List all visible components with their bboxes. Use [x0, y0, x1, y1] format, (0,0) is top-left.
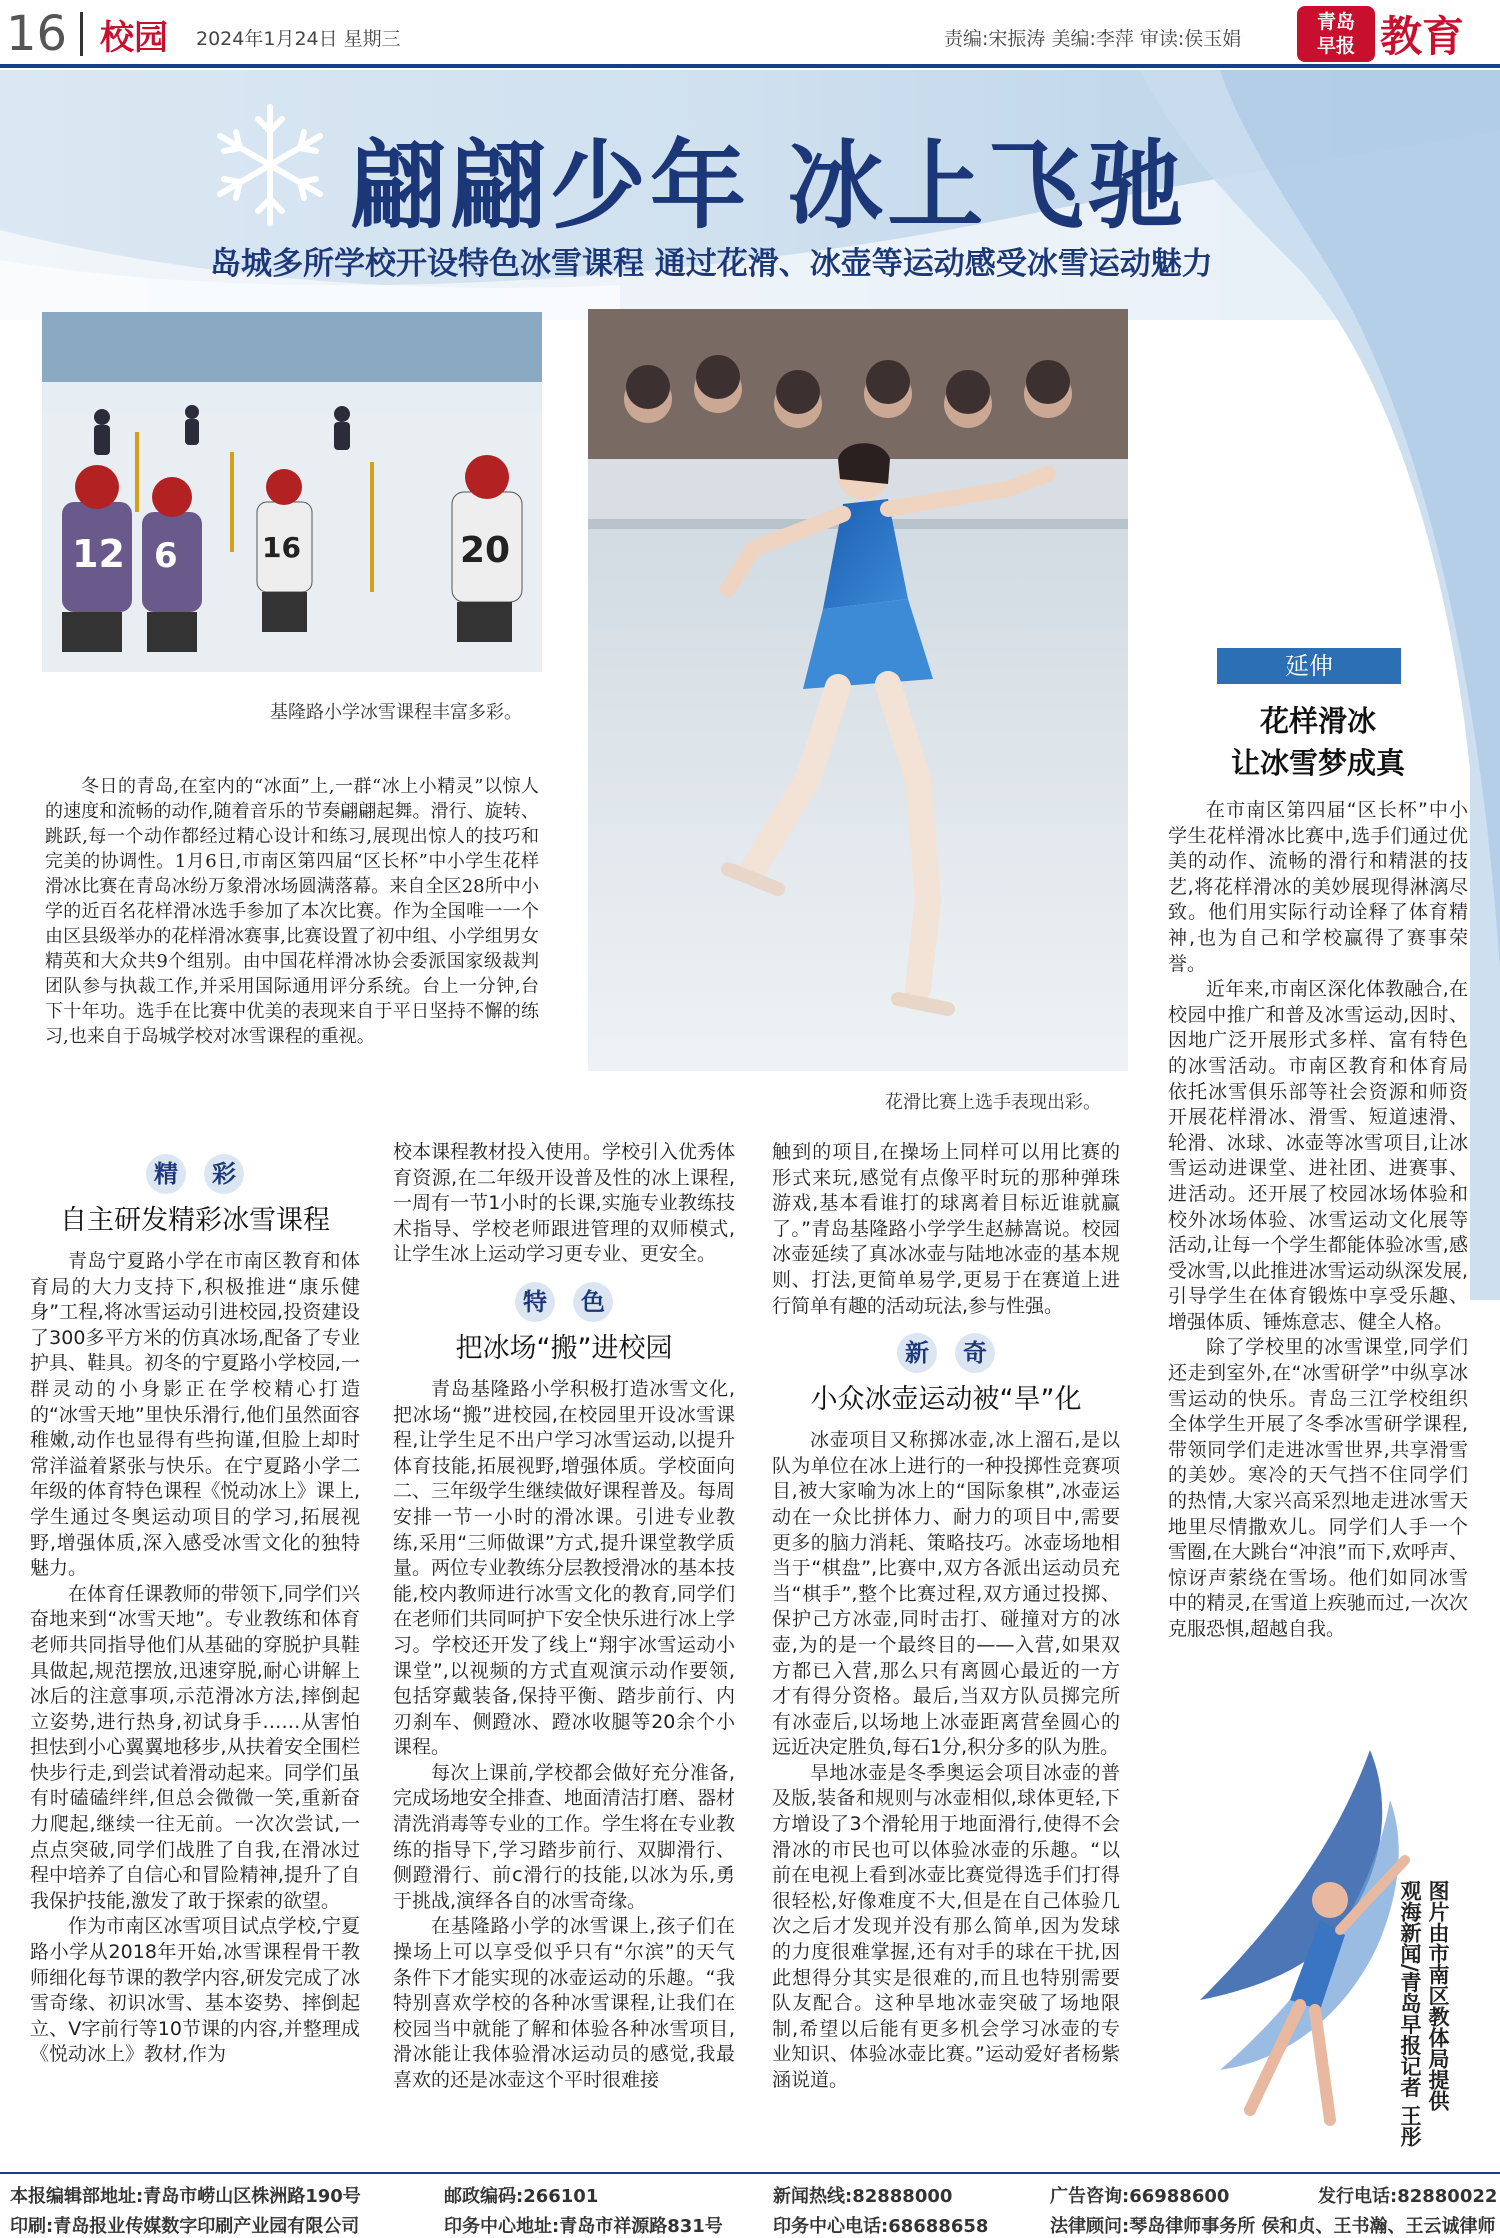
photo-credit-line2: 观海新闻/青岛早报记者 王彤: [1398, 1880, 1422, 2147]
extension-body: [1168, 798, 1468, 1643]
tag-char: 精: [146, 1154, 186, 1194]
jersey-number-20: 20: [460, 530, 511, 571]
page-number: 16: [6, 6, 68, 62]
column-continuation: [772, 1140, 1120, 1319]
jersey-number-16: 16: [262, 531, 301, 564]
edition-name: 教育: [1380, 12, 1465, 61]
body-paragraph: 在市南区第四届“区长杯”中小学生花样滑冰比赛中,选手们通过优美的动作、流畅的滑行和精湛的技艺,将花样滑冰的美妙展现得淋漓尽致。他们用实际行动诠释了体育精神,也为自己和学校赢得了赛事荣誉。: [1168, 799, 1468, 975]
section-heading: 小众冰壶运动被“旱”化: [810, 1384, 1082, 1416]
tag-char: 新: [897, 1333, 937, 1373]
section-body: [772, 1428, 1120, 2093]
extension-heading-line2: 让冰雪梦成真: [1230, 746, 1405, 780]
headline-subtitle: 岛城多所学校开设特色冰雪课程 通过花滑、冰壶等运动感受冰雪运动魅力: [210, 246, 1213, 282]
snowflake-icon: [205, 100, 335, 230]
section-tag: [393, 1282, 735, 1322]
body-paragraph: 冰壶项目又称掷冰壶,冰上溜石,是以队为单位在冰上进行的一种投掷性竞赛项目,被大家喻为冰上的“国际象棋”,冰壶运动在一众比拼体力、耐力的项目中,需要更多的脑力消耗、策略技巧。冰壶场地相当于“棋盘”,比赛中,双方各派出运动员充当“棋手”,整个比赛过程,双方通过投掷、保护己方冰壶,同时击打、碰撞对方的冰壶,为的是一个最终目的——入营,如果双方都已入营,那么只有离圆心最近的一方才有得分资格。最后,当双方队员掷完所有冰壶后,以场地上冰壶距离营垒圆心的远近决定胜负,每石1分,积分多的队为胜。: [772, 1429, 1120, 1759]
footer-ad-phone: 广告咨询:66988600: [1050, 2186, 1230, 2207]
extension-label: 延伸: [1217, 648, 1401, 684]
extension-heading-line1: 花样滑冰: [1259, 704, 1376, 738]
body-paragraph: 青岛基隆路小学积极打造冰雪文化,把冰场“搬”进校园,在校园里开设冰雪课程,让学生足不出户学习冰雪运动,以提升体育技能,拓展视野,增强体质。学校面向二、三年级学生继续做好课程普及。每周安排一节一小时的滑冰课。引进专业教练,采用“三师做课”方式,提升课堂教学质量。两位专业教练分层教授滑冰的基本技能,校内教师进行冰雪文化的教育,同学们在老师们共同呵护下安全快乐进行冰上学习。学校还开发了线上“翔宇冰雪运动小课堂”,以视频的方式直观演示动作要领,包括穿戴装备,保持平衡、踏步前行、内刃刹车、侧蹬冰、蹬冰收腿等20余个小课程。: [393, 1377, 736, 1759]
column-3: [772, 1140, 1120, 2094]
skater-illustration: [1180, 1740, 1420, 2140]
footer-print-phone: 印务中心电话:68688658: [773, 2216, 989, 2237]
tag-char: 色: [573, 1282, 613, 1322]
body-paragraph: 在体育任课教师的带领下,同学们兴奋地来到“冰雪天地”。专业教练和体育老师共同指导他们从基础的穿脱护具鞋具做起,规范摆放,迅速穿脱,耐心讲解上冰后的注意事项,示范滑冰方法,摔倒起立姿势,进行热身,初试身手……从害怕担怯到小心翼翼地移步,从扶着安全围栏快步行走,到尝试着滑动起来。同学们虽有时磕磕绊绊,但总会微微一笑,重新奋力爬起,继续一往无前。一次次尝试,一点点突破,同学们战胜了自我,在滑冰过程中培养了自信心和冒险精神,提升了自我保护技能,激发了敢于探索的欲望。: [30, 1582, 360, 1912]
photo-ice-class: [42, 312, 542, 672]
footer-distribution-phone: 发行电话:82880022: [1318, 2186, 1498, 2207]
section-body: [393, 1377, 735, 2094]
footer-print-address: 印务中心地址:青岛市祥源路831号: [444, 2216, 723, 2237]
section-1: [30, 1154, 360, 2068]
column-2: [393, 1140, 735, 2094]
tag-char: 特: [515, 1282, 555, 1322]
body-paragraph: 触到的项目,在操场上同样可以用比赛的形式来玩,感觉有点像平时玩的那种弹珠游戏,基本看谁打的球离着目标近谁就赢了。”青岛基隆路小学学生赵赫嵩说。校园冰壶延续了真冰冰壶与陆地冰壶的基本规则、打法,更简单易学,更易于在赛道上进行简单有趣的活动玩法,参与性强。: [772, 1141, 1120, 1317]
body-paragraph: 在基隆路小学的冰雪课上,孩子们在操场上可以享受似乎只有“尔滨”的天气条件下才能实现的冰壶运动的乐趣。“我特别喜欢学校的各种冰雪课程,让我们在校园当中就能了解和体验各种冰雪项目,滑冰能让我体验滑冰运动员的感觉,我最喜欢的还是冰壶这个平时很难接: [393, 1915, 735, 2091]
section-tag: [30, 1154, 360, 1194]
logo-line2: 早报: [1316, 35, 1355, 57]
footer-editorial-address: 本报编辑部地址:青岛市崂山区株洲路190号: [10, 2186, 361, 2207]
section-name: 校园: [100, 18, 168, 58]
jersey-number-6: 6: [154, 536, 178, 576]
photo2-caption: 花滑比赛上选手表现出彩。: [885, 1092, 1101, 1113]
footer-news-hotline: 新闻热线:82888000: [773, 2186, 953, 2207]
body-paragraph: 作为市南区冰雪项目试点学校,宁夏路小学从2018年开始,冰雪课程骨干教师细化每节课的教学内容,研发完成了冰雪奇缘、初识冰雪、基本姿势、摔倒起立、V字前行等10节课的内容,并整理成《悦动冰上》教材,作为: [30, 1915, 360, 2066]
snowflake-icon: [1238, 445, 1388, 595]
issue-date: 2024年1月24日 星期三: [196, 28, 401, 50]
section-tag: [772, 1333, 1120, 1373]
footer-legal-counsel: 法律顾问:琴岛律师事务所 侯和贞、王书瀚、王云诚律师: [1050, 2216, 1496, 2237]
photo-figure-skater: [588, 309, 1128, 1071]
header-rule: [0, 64, 1500, 68]
body-paragraph: 近年来,市南区深化体教融合,在校园中推广和普及冰雪运动,因时、因地广泛开展形式多样、富有特色的冰雪活动。市南区教育和体育局依托冰雪俱乐部等社会资源和师资开展花样滑冰、滑雪、短道速滑、轮滑、冰球、冰壶等冰雪项目,让冰雪运动进课堂、进社团、进赛事、进活动。还开展了校园冰场体验和校外冰场体验、冰雪运动文化展等活动,让每一个学生都能体验冰雪,感受冰雪,以此推进冰雪运动纵深发展,引导学生在体育锻炼中享受乐趣、增强体质、锤炼意志、健全人格。: [1168, 978, 1468, 1333]
body-paragraph: 除了学校里的冰雪课堂,同学们还走到室外,在“冰雪研学”中纵享冰雪运动的快乐。青岛三江学校组织全体学生开展了冬季冰雪研学课程,带领同学们走进冰雪世界,共享滑雪的美妙。寒冷的天气挡不住同学们的热情,大家兴高采烈地走进冰雪天地里尽情撒欢儿。同学们人手一个雪圈,在大跳台“冲浪”而下,欢呼声、惊讶声萦绕在雪场。他们如同冰雪中的精灵,在雪道上疾驰而过,一次次克服恐惧,超越自我。: [1168, 1336, 1468, 1640]
section-heading: 把冰场“搬”进校园: [455, 1332, 673, 1364]
intro-text: [45, 774, 539, 1049]
photo-credit-line1: 图片由市南区教体局提供: [1426, 1880, 1450, 2111]
photo1-caption: 基隆路小学冰雪课程丰富多彩。: [270, 702, 522, 723]
tag-char: 奇: [955, 1333, 995, 1373]
header-divider: [80, 12, 83, 56]
column-continuation: [393, 1140, 735, 1268]
footer-postcode: 邮政编码:266101: [444, 2186, 599, 2207]
footer-printer: 印刷:青岛报业传媒数字印刷产业园有限公司: [10, 2216, 360, 2237]
headline-title: 翩翩少年 冰上飞驰: [350, 130, 1188, 242]
jersey-number-12: 12: [72, 532, 125, 576]
section-body: [30, 1249, 360, 2068]
extension-section: [1168, 700, 1468, 1643]
body-paragraph: 每次上课前,学校都会做好充分准备,完成场地安全排查、地面清洁打磨、器材清洗消毒等专业的工作。学生将在专业教练的指导下,学习踏步前行、双脚滑行、侧蹬滑行、前c滑行的技能,以冰为乐,勇于挑战,演绎各自的冰雪奇缘。: [393, 1761, 736, 1912]
editor-credits: 责编:宋振涛 美编:李萍 审读:侯玉娟: [944, 28, 1242, 50]
body-paragraph: 旱地冰壶是冬季奥运会项目冰壶的普及版,装备和规则与冰壶相似,球体更轻,下方增设了3个滑轮用于地面滑行,使得不会滑冰的市民也可以体验冰壶的乐趣。“以前在电视上看到冰壶比赛觉得选手们打得很轻松,好像难度不大,但是在自己体验几次之后才发现并没有那么简单,因为发球的力度很难掌握,还有对手的球在干扰,因此想得分其实是很难的,而且也特别需要队友配合。这种旱地冰壶突破了场地限制,希望以后能有更多机会学习冰壶的专业知识、体验冰壶比赛。”运动爱好者杨紫涵说道。: [772, 1761, 1120, 2091]
body-paragraph: 青岛宁夏路小学在市南区教育和体育局的大力支持下,积极推进“康乐健身”工程,将冰雪运动引进校园,投资建设了300多平方米的仿真冰场,配备了专业护具、鞋具。初冬的宁夏路小学校园,一群灵动的小身影正在学校精心打造的“冰雪天地”里快乐滑行,他们虽然面容稚嫩,动作也显得有些拘谨,但脸上却时常洋溢着紧张与快乐。在宁夏路小学二年级的体育特色课程《悦动冰上》课上,学生通过冬奥运动项目的学习,拓展视野,增强体质,深入感受冰雪文化的独特魅力。: [30, 1250, 360, 1580]
intro-paragraph: 冬日的青岛,在室内的“冰面”上,一群“冰上小精灵”以惊人的速度和流畅的动作,随着音乐的节奏翩翩起舞。滑行、旋转、跳跃,每一个动作都经过精心设计和练习,展现出惊人的技巧和完美的协调性。1月6日,市南区第四届“区长杯”中小学生花样滑冰比赛在青岛冰纷万象滑冰场圆满落幕。来自全区28所中小学的近百名花样滑冰选手参加了本次比赛。作为全国唯一一个由区县级举办的花样滑冰赛事,比赛设置了初中组、小学组男女精英和大众共9个组别。由中国花样滑冰协会委派国家级裁判团队参与执裁工作,并采用国际通用评分系统。台上一分钟,台下十年功。选手在比赛中优美的表现来自于平日坚持不懈的练习,也来自于岛城学校对冰雪课程的重视。: [45, 776, 539, 1047]
section-heading: 自主研发精彩冰雪课程: [60, 1205, 330, 1236]
footer-rule: [0, 2172, 1500, 2174]
newspaper-logo: [1297, 6, 1375, 62]
logo-line1: 青岛: [1316, 11, 1355, 33]
page-header: [0, 0, 1500, 70]
tag-char: 彩: [204, 1154, 244, 1194]
body-paragraph: 校本课程教材投入使用。学校引入优秀体育资源,在二年级开设普及性的冰上课程,一周有一节1小时的长课,实施专业教练技术指导、学校老师跟进管理的双师模式,让学生冰上运动学习更专业、更安全。: [393, 1141, 736, 1266]
